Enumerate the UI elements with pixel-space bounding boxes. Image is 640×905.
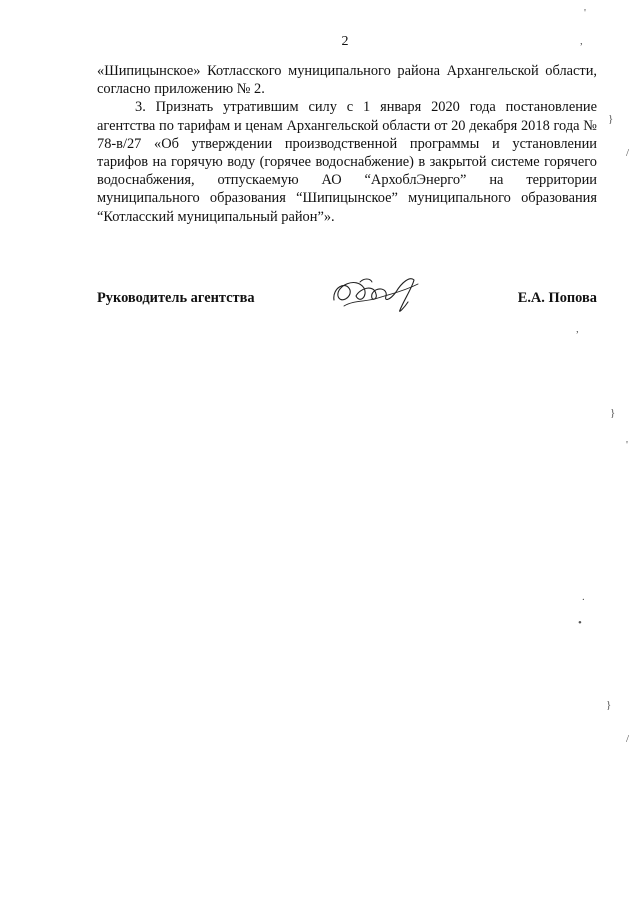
scan-speck: ,: [576, 323, 579, 335]
signatory-name: Е.А. Попова: [517, 290, 597, 306]
signatory-title: Руководитель агентства: [97, 290, 255, 306]
handwritten-signature-icon: [330, 270, 425, 318]
scan-speck: ': [584, 7, 586, 19]
scan-speck: }: [608, 113, 614, 125]
signature-block: [97, 270, 597, 330]
scan-speck: }: [606, 699, 612, 711]
scan-speck: •: [578, 617, 582, 629]
scan-speck: /: [626, 147, 630, 159]
paragraph-item-3: 3. Признать утратившим силу с 1 января 2020 года постановление агентства по тарифам и ценам Архангельской области от 20 декабря 2018 года № 78-в/27 «Об утверждении производственной программы и установлении тарифов на горячую воду (горячее водоснабжение) в закрытой системе горячего водоснабжения, отпускаемую АО “АрхоблЭнерго” на территории муниципального образования “Шипицынское” муниципального образования “Котласский муниципальный район”».: [97, 99, 597, 225]
paragraph-continuation: «Шипицынское» Котласского муниципального района Архангельской области, согласно приложению № 2.: [97, 63, 597, 98]
scan-speck: /: [626, 733, 630, 745]
page-number: 2: [341, 34, 349, 49]
scan-speck: .: [582, 591, 585, 603]
scan-speck: }: [610, 407, 616, 419]
scan-speck: ,: [580, 35, 583, 47]
scan-speck: ': [626, 439, 628, 451]
body-text: [97, 62, 597, 226]
